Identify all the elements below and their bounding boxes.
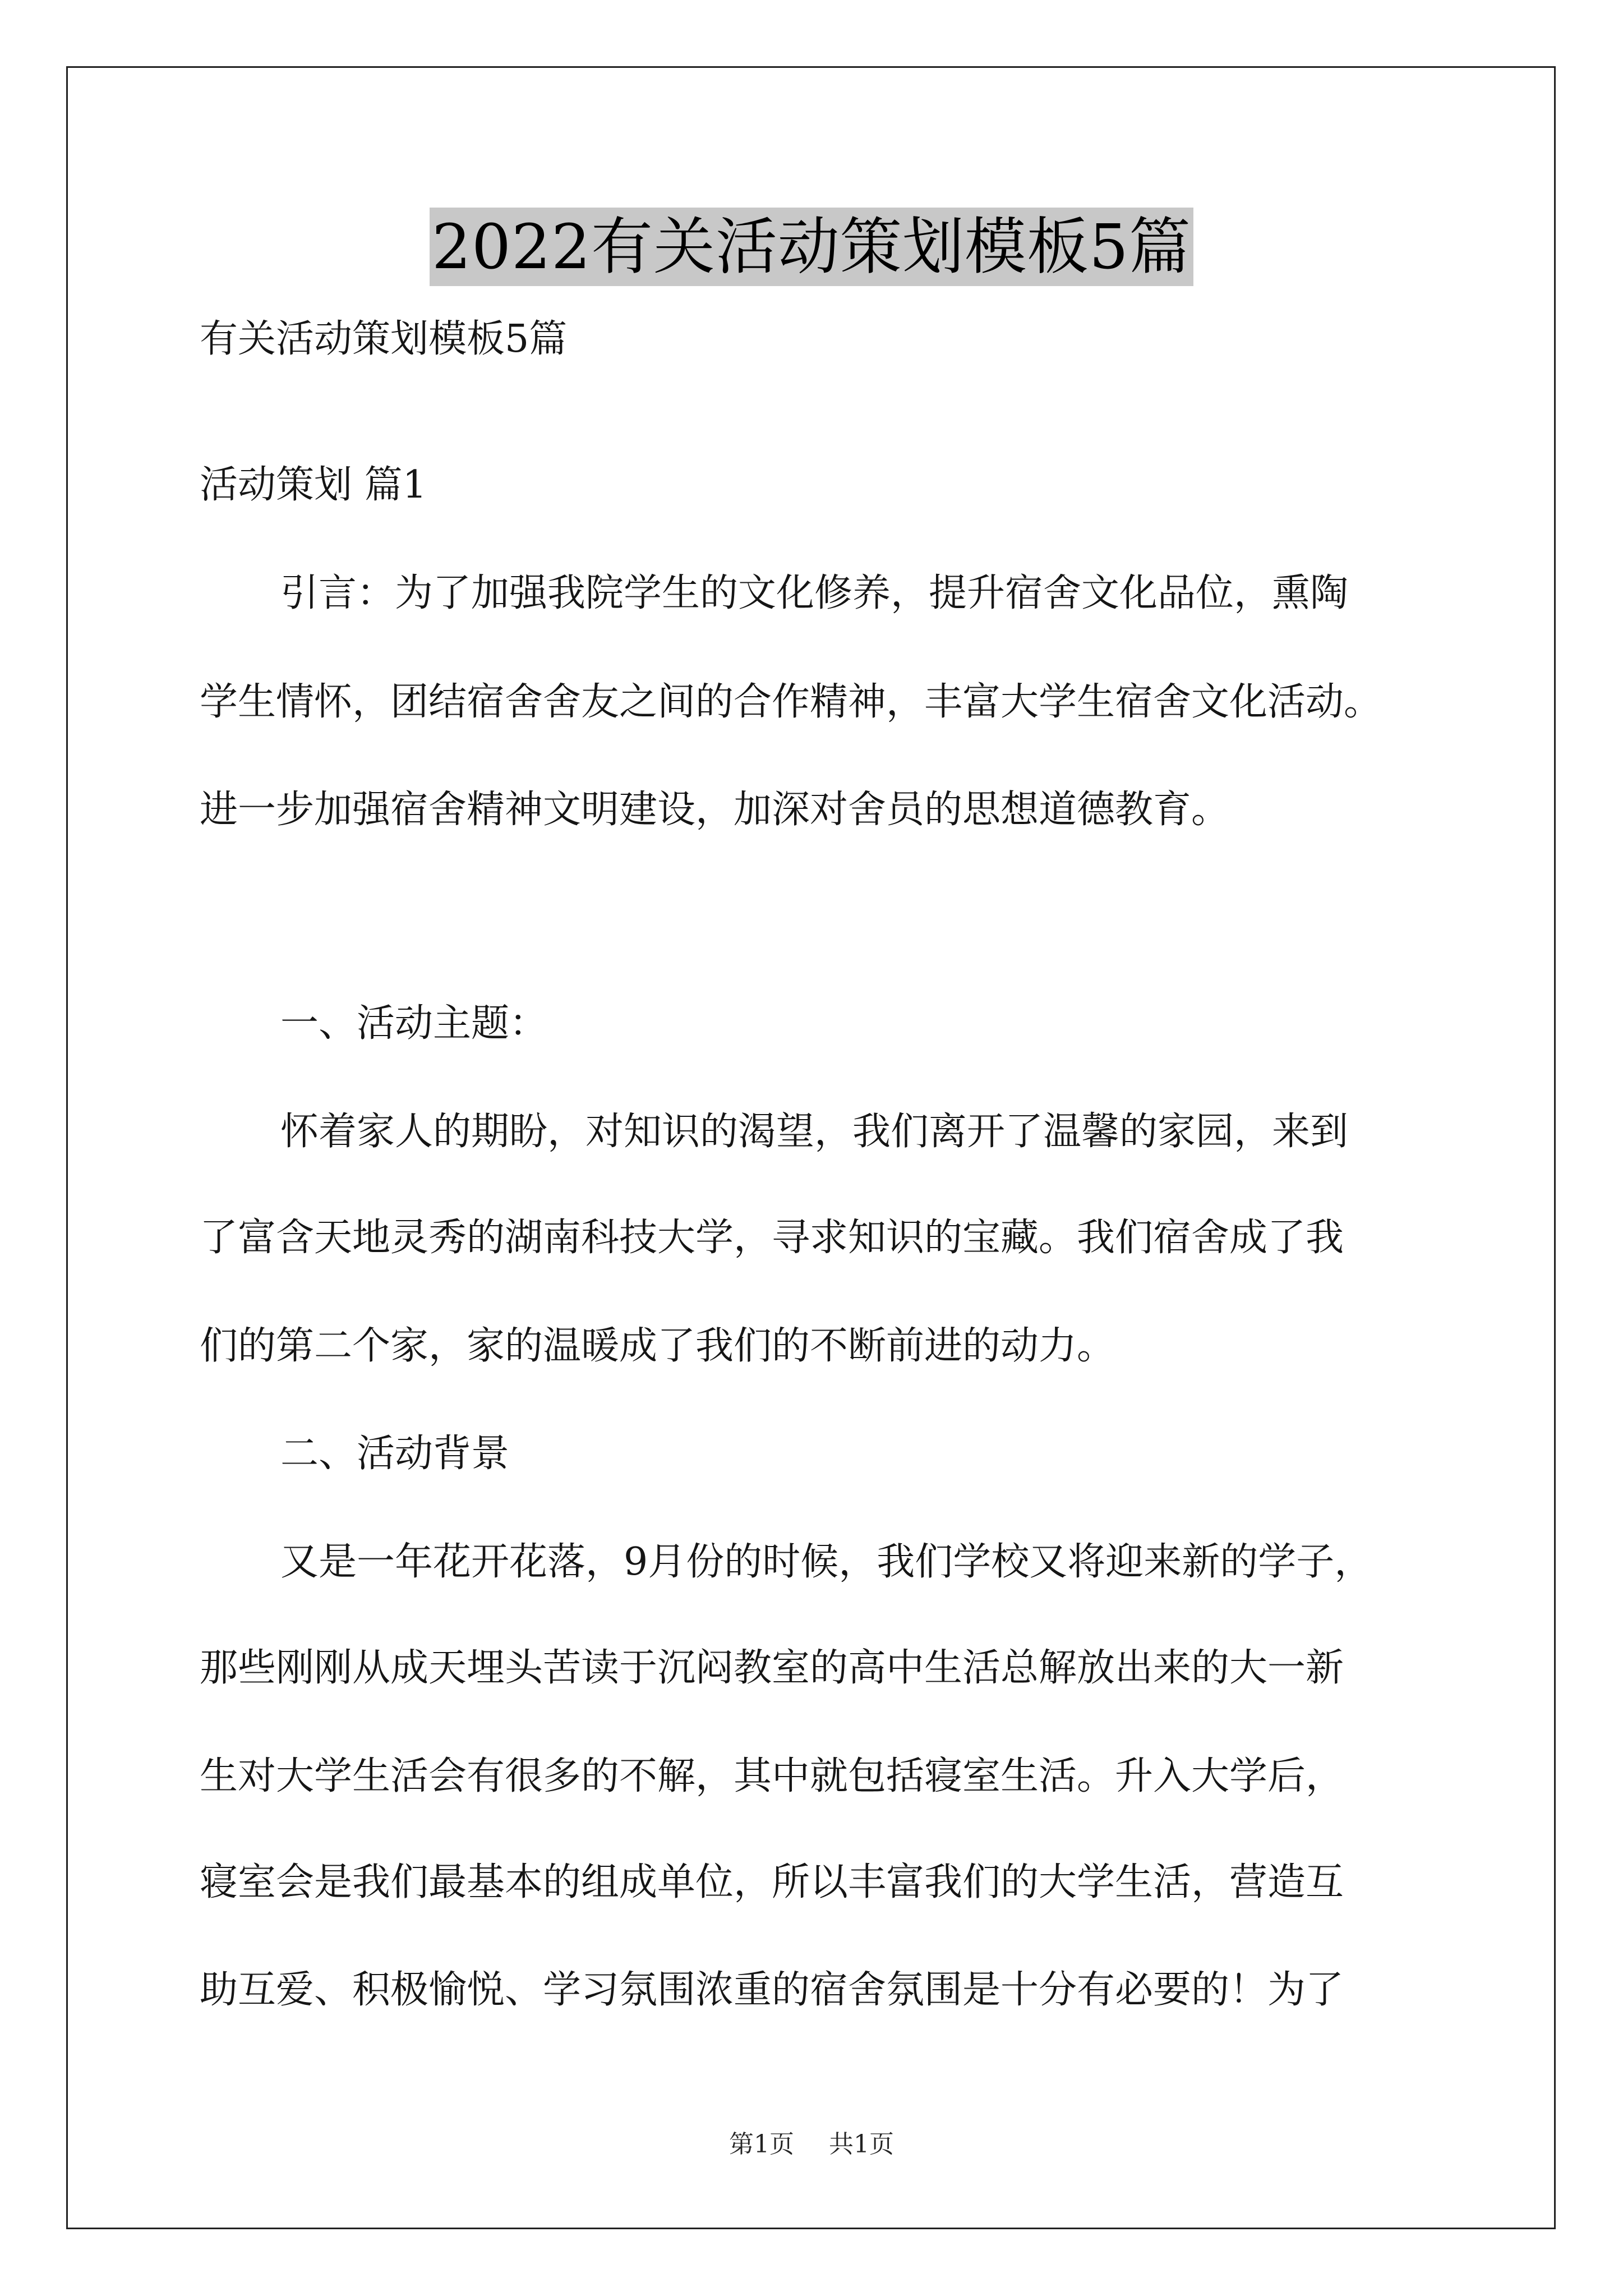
paragraph-line: 们的第二个家，家的温暖成了我们的不断前进的动力。 bbox=[200, 1324, 1115, 1368]
subheading-theme: 一、活动主题： bbox=[280, 1001, 548, 1046]
page-number: 第1页 bbox=[729, 2130, 794, 2159]
paragraph-line: 学生情怀，团结宿舍舍友之间的合作精神，丰富大学生宿舍文化活动。 bbox=[200, 680, 1382, 724]
paragraph-line: 助互爱、积极愉悦、学习氛围浓重的宿舍氛围是十分有必要的！为了 bbox=[200, 1968, 1344, 2012]
document-title: 2022有关活动策划模板5篇 bbox=[430, 208, 1193, 286]
section-heading: 活动策划 篇1 bbox=[200, 463, 427, 507]
paragraph-line: 那些刚刚从成天埋头苦读于沉闷教室的高中生活总解放出来的大一新 bbox=[200, 1646, 1344, 1690]
page-footer bbox=[0, 2129, 1623, 2160]
paragraph-line: 进一步加强宿舍精神文明建设，加深对舍员的思想道德教育。 bbox=[200, 788, 1230, 832]
title-container bbox=[0, 208, 1623, 286]
document-subtitle: 有关活动策划模板5篇 bbox=[200, 317, 568, 361]
paragraph-line: 又是一年花开花落，9月份的时候，我们学校又将迎来新的学子， bbox=[280, 1540, 1373, 1584]
paragraph-line: 生对大学生活会有很多的不解，其中就包括寝室生活。升入大学后， bbox=[200, 1754, 1344, 1798]
paragraph-line: 怀着家人的期盼，对知识的渴望，我们离开了温馨的家园，来到 bbox=[280, 1110, 1349, 1154]
paragraph-line: 引言：为了加强我院学生的文化修养，提升宿舍文化品位，熏陶 bbox=[280, 571, 1349, 615]
paragraph-line: 了富含天地灵秀的湖南科技大学，寻求知识的宝藏。我们宿舍成了我 bbox=[200, 1216, 1344, 1260]
page-total: 共1页 bbox=[829, 2130, 894, 2159]
paragraph-line: 寝室会是我们最基本的组成单位，所以丰富我们的大学生活，营造互 bbox=[200, 1860, 1344, 1904]
subheading-background: 二、活动背景 bbox=[280, 1432, 510, 1476]
